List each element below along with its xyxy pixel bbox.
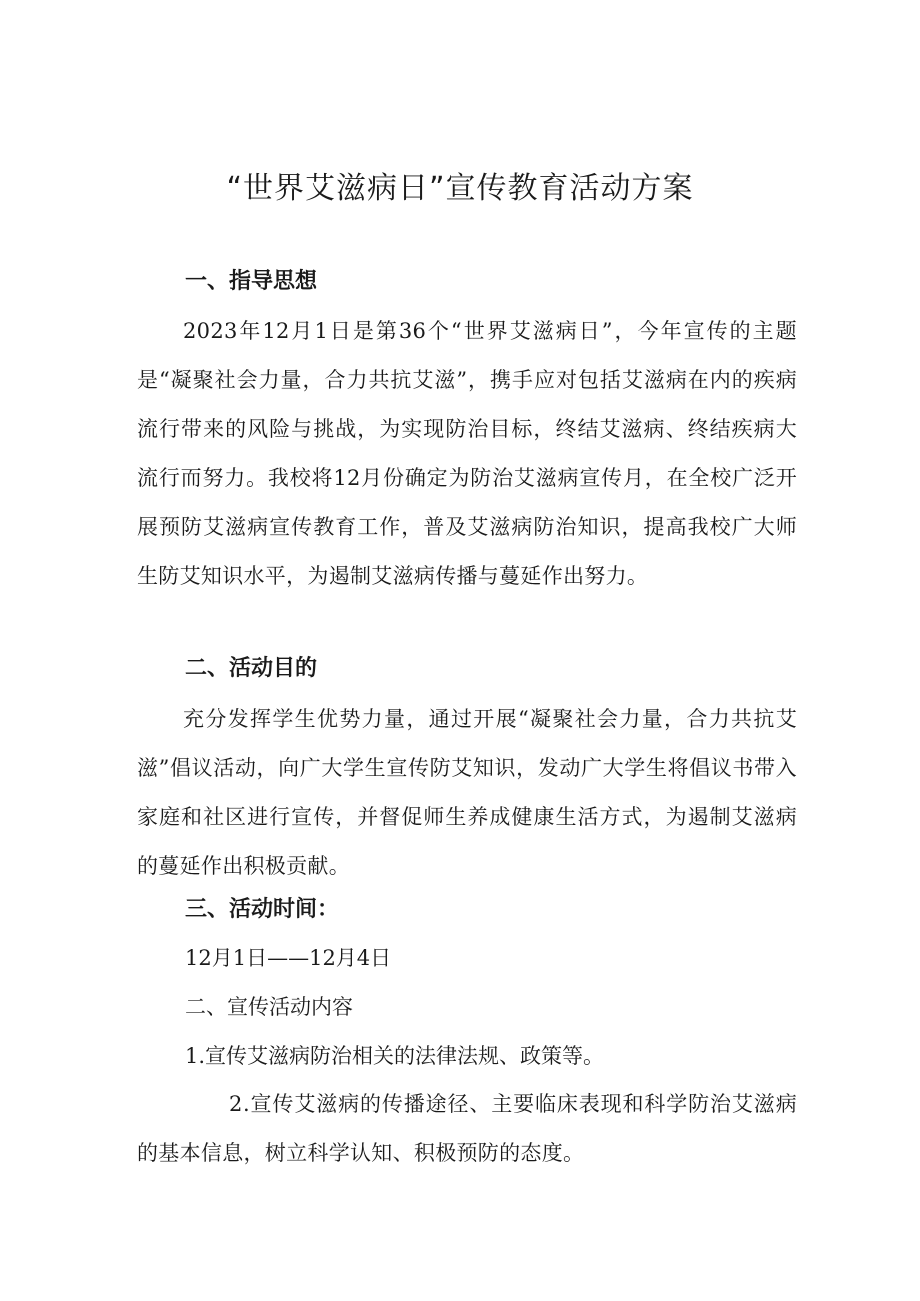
section-heading-activity-purpose: 二、活动目的 — [185, 656, 318, 681]
section-paragraph-guiding-ideology: 2023年12月1日是第36个“世界艾滋病日”，今年宣传的主题是“凝聚社会力量，合力共抗艾滋”，携手应对包括艾滋病在内的疾病流行带来的风险与挑战，为实现防治目标，终结艾滋病、终结疾病大流行而努力。我校将12月份确定为防治艾滋病宣传月，在全校广泛开展预防艾滋病宣传教育工作，普及艾滋病防治知识，提高我校广大师生防艾知识水平，为遏制艾滋病传播与蔓延作出努力。 — [137, 319, 797, 588]
content-heading: 二、宣传活动内容 — [185, 995, 353, 1019]
content-item-1: 1.宣传艾滋病防治相关的法律法规、政策等。 — [185, 1044, 605, 1068]
section-heading-activity-time: 三、活动时间： — [185, 897, 340, 922]
activity-time-range: 12月1日——12月4日 — [185, 946, 392, 970]
content-item-2-number: 2 — [229, 1092, 243, 1116]
content-item-2 — [137, 1080, 797, 1178]
section-paragraph-activity-purpose: 充分发挥学生优势力量，通过开展“凝聚社会力量，合力共抗艾滋”倡议活动，向广大学生宣传防艾知识，发动广大学生将倡议书带入家庭和社区进行宣传，并督促师生养成健康生活方式，为遏制艾滋病的蔓延作出积极贡献。 — [137, 707, 797, 878]
section-heading-guiding-ideology: 一、指导思想 — [185, 269, 318, 294]
content-item-2-text: .宣传艾滋病的传播途径、主要临床表现和科学防治艾滋病的基本信息，树立科学认知、积极预防的态度。 — [137, 1092, 797, 1165]
document-title: “世界艾滋病日”宣传教育活动方案 — [226, 171, 694, 206]
